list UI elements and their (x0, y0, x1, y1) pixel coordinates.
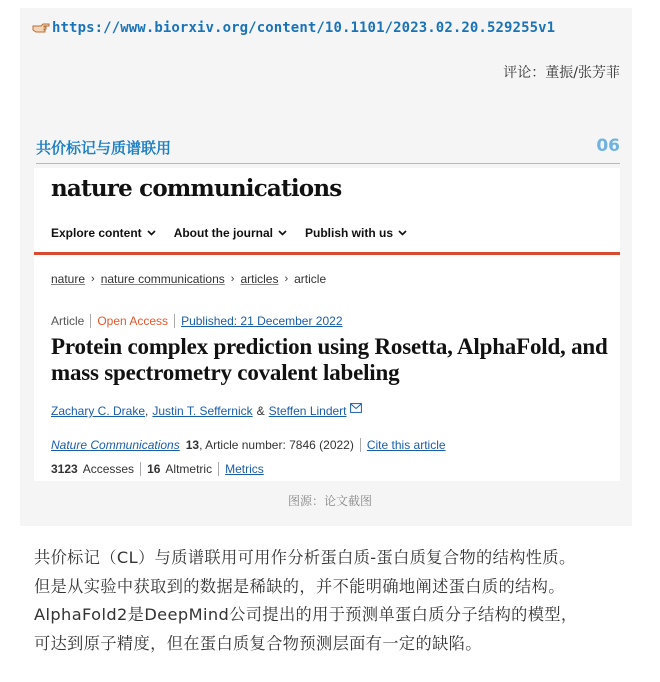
body-paragraph (34, 544, 634, 658)
open-access-badge: Open Access (97, 314, 169, 328)
breadcrumb-articles[interactable]: articles (240, 272, 279, 286)
hand-pointer-icon (32, 21, 50, 35)
author-link[interactable]: Zachary C. Drake (51, 404, 146, 418)
altmetric-label: Altmetric (165, 462, 213, 476)
cite-this-article-link[interactable]: Cite this article (366, 438, 446, 452)
nav-explore-content[interactable] (51, 226, 156, 240)
author-separator: , (145, 404, 149, 418)
chevron-right-icon: › (230, 273, 235, 285)
accesses-label: Accesses (82, 462, 135, 476)
journal-link[interactable]: Nature Communications (51, 438, 180, 452)
reviewer-credit: 评论：董振/张芳菲 (503, 65, 620, 81)
breadcrumb-current: article (294, 272, 327, 286)
nav-about-journal[interactable] (174, 226, 287, 240)
metrics-link[interactable]: Metrics (225, 462, 264, 476)
author-link[interactable]: Justin T. Seffernick (152, 404, 253, 418)
nav-divider (34, 252, 620, 255)
published-date-link[interactable]: Published: 21 December 2022 (181, 314, 343, 328)
image-caption: 图源：论文截图 (287, 494, 372, 508)
paragraph-line: 可达到原子精度，但在蛋白质复合物预测层面有一定的缺陷。 (34, 633, 482, 653)
journal-logo: nature communications (51, 175, 342, 202)
paragraph-line: 但是从实验中获取到的数据是稀缺的，并不能明确地阐述蛋白质的结构。 (34, 576, 565, 596)
breadcrumb-nature[interactable]: nature (51, 272, 86, 286)
stats-row (51, 462, 264, 476)
paragraph-line: AlphaFold2是DeepMind公司提出的用于预测单蛋白质分子结构的模型， (34, 605, 578, 624)
section-header (36, 132, 620, 164)
author-separator: & (256, 404, 265, 418)
article-url-link[interactable]: https://www.biorxiv.org/content/10.1101/2023.02.20.529255v1 (52, 20, 556, 36)
divider (360, 438, 361, 452)
article-meta (51, 314, 343, 328)
nav-publish-with-us[interactable] (305, 226, 407, 240)
mail-icon[interactable] (350, 403, 362, 413)
article-title: Protein complex prediction using Rosetta, AlphaFold, and mass spectrometry covalent labeling (51, 334, 608, 385)
breadcrumb (51, 272, 326, 286)
altmetric-count: 16 (147, 462, 161, 476)
nav-label: Explore content (51, 226, 142, 240)
divider (90, 314, 91, 328)
article-type: Article (51, 314, 85, 328)
link-row (32, 18, 555, 38)
breadcrumb-nature-communications[interactable]: nature communications (100, 272, 225, 286)
section-title: 共价标记与质谱联用 (36, 139, 172, 157)
chevron-down-icon (147, 230, 156, 236)
divider (140, 462, 141, 476)
chevron-down-icon (278, 230, 287, 236)
nav-label: About the journal (173, 226, 274, 240)
article-screenshot (34, 168, 620, 481)
accesses-count: 3123 (51, 462, 78, 476)
chevron-down-icon (398, 230, 407, 236)
paragraph-line: 共价标记（CL）与质谱联用可用作分析蛋白质-蛋白质复合物的结构性质。 (34, 548, 576, 567)
citation-row (51, 438, 446, 452)
divider (174, 314, 175, 328)
volume: 13 (185, 438, 200, 452)
article-number: , Article number: 7846 (2022) (199, 438, 354, 452)
author-link[interactable]: Steffen Lindert (268, 404, 347, 418)
journal-nav (51, 226, 407, 240)
divider (218, 462, 219, 476)
section-number: 06 (596, 136, 620, 156)
chevron-right-icon: › (91, 273, 95, 285)
chevron-right-icon: › (284, 273, 289, 285)
author-list (51, 404, 362, 418)
nav-label: Publish with us (305, 226, 394, 240)
